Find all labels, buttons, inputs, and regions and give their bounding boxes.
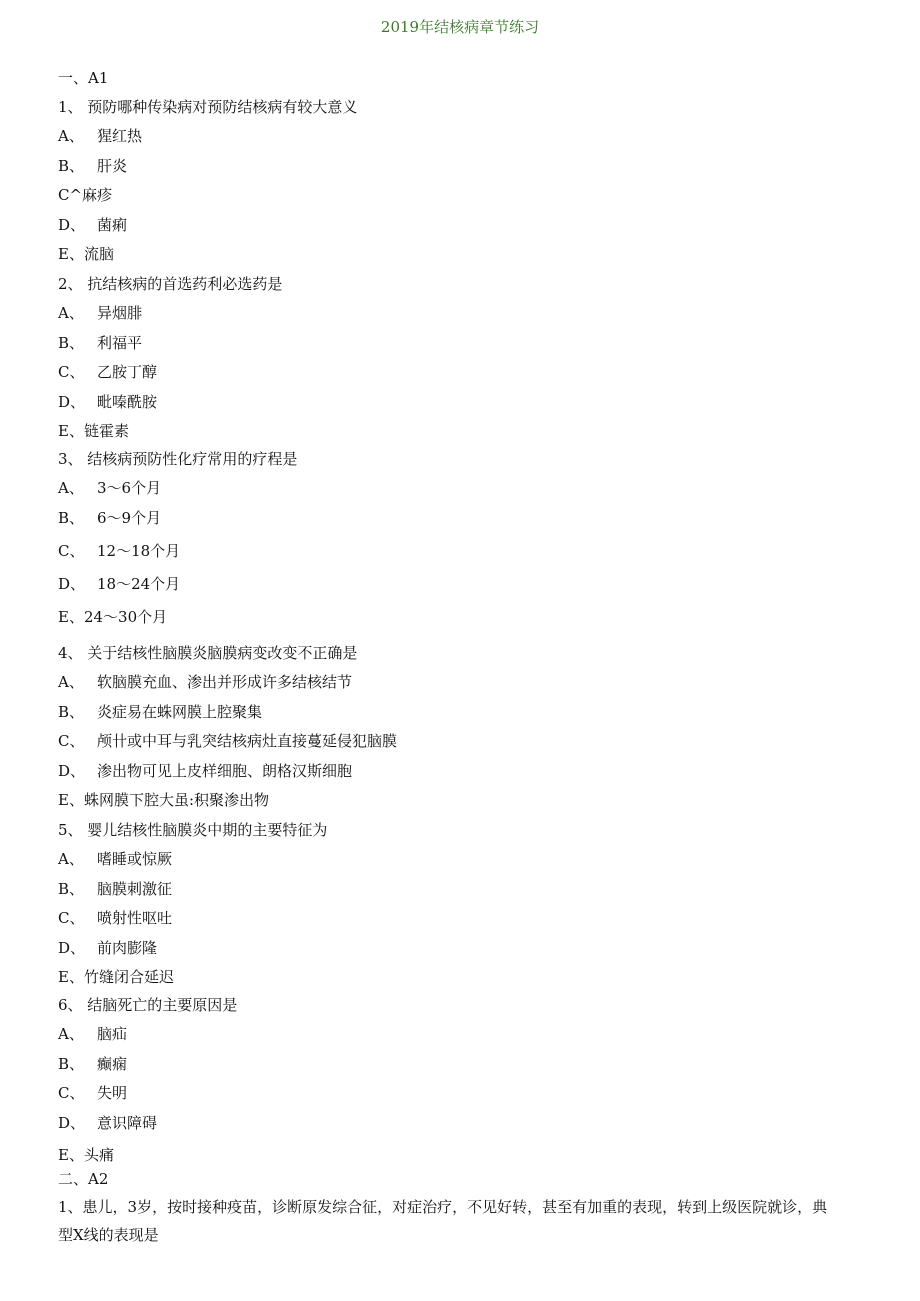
q6-option-b: [58, 1054, 127, 1074]
option-text: 毗嗪酰胺: [97, 393, 158, 411]
q4-option-a: [58, 672, 352, 692]
q6-option-c: [58, 1083, 127, 1103]
question-1-stem: 1、 预防哪种传染病对预防结核病有较大意义: [58, 98, 358, 116]
a2-question-1-stem: 1、患儿，3岁，按时接种疫苗，诊断原发综合征，对症治疗，不见好转，甚至有加重的表现，转到上级医院就诊，典型X线的表现是: [58, 1198, 828, 1244]
q1-option-d: [58, 215, 127, 235]
q6-option-a: [58, 1024, 127, 1044]
q2-option-a: [58, 303, 142, 323]
q3-option-b: [58, 508, 161, 528]
q3-option-c: [58, 541, 180, 561]
q5-option-d: [58, 938, 157, 958]
q2-option-b: [58, 333, 142, 353]
q6-option-e: E、头痛: [58, 1146, 114, 1164]
option-label: D、: [58, 393, 86, 411]
option-text: 乙胺丁醇: [97, 363, 158, 381]
option-label: A、: [58, 304, 84, 322]
option-label: C、: [58, 363, 85, 381]
option-label: A、: [58, 127, 84, 145]
q2-option-c: [58, 362, 157, 382]
section-heading-a1: 一、A1: [58, 69, 109, 87]
option-label: C、: [58, 909, 85, 927]
q4-option-d: [58, 761, 352, 781]
option-text: 脑疝: [97, 1025, 128, 1043]
option-text: 喷射性呕吐: [97, 909, 173, 927]
q2-option-e: E、链霍素: [58, 422, 129, 440]
question-4-stem: 4、 关于结核性脑膜炎脑膜病变改变不正确是: [58, 644, 358, 662]
option-text: 18～24个月: [97, 575, 181, 593]
option-text: 利福平: [97, 334, 143, 352]
question-6-stem: 6、 结脑死亡的主要原因是: [58, 996, 238, 1014]
option-label: C、: [58, 542, 85, 560]
option-text: 脑膜刺激征: [97, 880, 173, 898]
option-text: 3～6个月: [97, 479, 162, 497]
option-label: B、: [58, 334, 85, 352]
q1-option-c: C^麻疹: [58, 186, 113, 204]
option-label: B、: [58, 880, 85, 898]
option-label: D、: [58, 1114, 86, 1132]
q2-option-d: [58, 392, 157, 412]
option-label: A、: [58, 673, 84, 691]
option-label: D、: [58, 762, 86, 780]
option-text: 失明: [97, 1084, 128, 1102]
option-text: 前肉膨隆: [97, 939, 158, 957]
q5-option-e: E、竹缝闭合延迟: [58, 968, 174, 986]
option-text: 炎症易在蛛网膜上腔聚集: [97, 703, 263, 721]
option-label: D、: [58, 575, 86, 593]
option-text: 肝炎: [97, 157, 128, 175]
option-text: 嗜睡或惊厥: [97, 850, 173, 868]
q1-option-a: [58, 126, 142, 146]
q5-option-a: [58, 849, 172, 869]
q3-option-a: [58, 478, 161, 498]
option-label: B、: [58, 703, 85, 721]
option-text: 癫痫: [97, 1055, 128, 1073]
option-text: 菌痢: [97, 216, 128, 234]
option-label: A、: [58, 1025, 84, 1043]
q4-option-c: [58, 731, 397, 751]
q3-option-e: E、24～30个月: [58, 608, 168, 626]
option-label: D、: [58, 939, 86, 957]
option-label: B、: [58, 157, 85, 175]
option-text: 颅卄或中耳与乳突结核病灶直接蔓延侵犯脑膜: [97, 732, 398, 750]
option-label: B、: [58, 1055, 85, 1073]
q1-option-e: E、流脑: [58, 245, 114, 263]
q4-option-b: [58, 702, 262, 722]
option-label: D、: [58, 216, 86, 234]
section-heading-a2: 二、A2: [58, 1170, 109, 1188]
option-label: A、: [58, 850, 84, 868]
option-text: 12～18个月: [97, 542, 181, 560]
question-3-stem: 3、 结核病预防性化疗常用的疗程是: [58, 450, 298, 468]
q1-option-b: [58, 156, 127, 176]
q3-option-d: [58, 574, 180, 594]
question-2-stem: 2、 抗结核病的首选药利必选药是: [58, 275, 283, 293]
q5-option-c: [58, 908, 172, 928]
option-label: C、: [58, 732, 85, 750]
option-label: A、: [58, 479, 84, 497]
option-label: B、: [58, 509, 85, 527]
option-label: C、: [58, 1084, 85, 1102]
question-5-stem: 5、 婴儿结核性脑膜炎中期的主要特征为: [58, 821, 328, 839]
option-text: 意识障碍: [97, 1114, 158, 1132]
option-text: 软脑膜充血、渗出并形成许多结核结节: [97, 673, 353, 691]
q4-option-e: E、蛛网膜下腔大虽:积聚渗出物: [58, 791, 270, 809]
option-text: 6～9个月: [97, 509, 162, 527]
option-text: 猩红热: [97, 127, 143, 145]
q6-option-d: [58, 1113, 157, 1133]
page-title: 2019年结核病章节练习: [380, 18, 540, 36]
option-text: 渗出物可见上皮样细胞、朗格汉斯细胞: [97, 762, 353, 780]
q5-option-b: [58, 879, 172, 899]
option-text: 异烟腓: [97, 304, 143, 322]
